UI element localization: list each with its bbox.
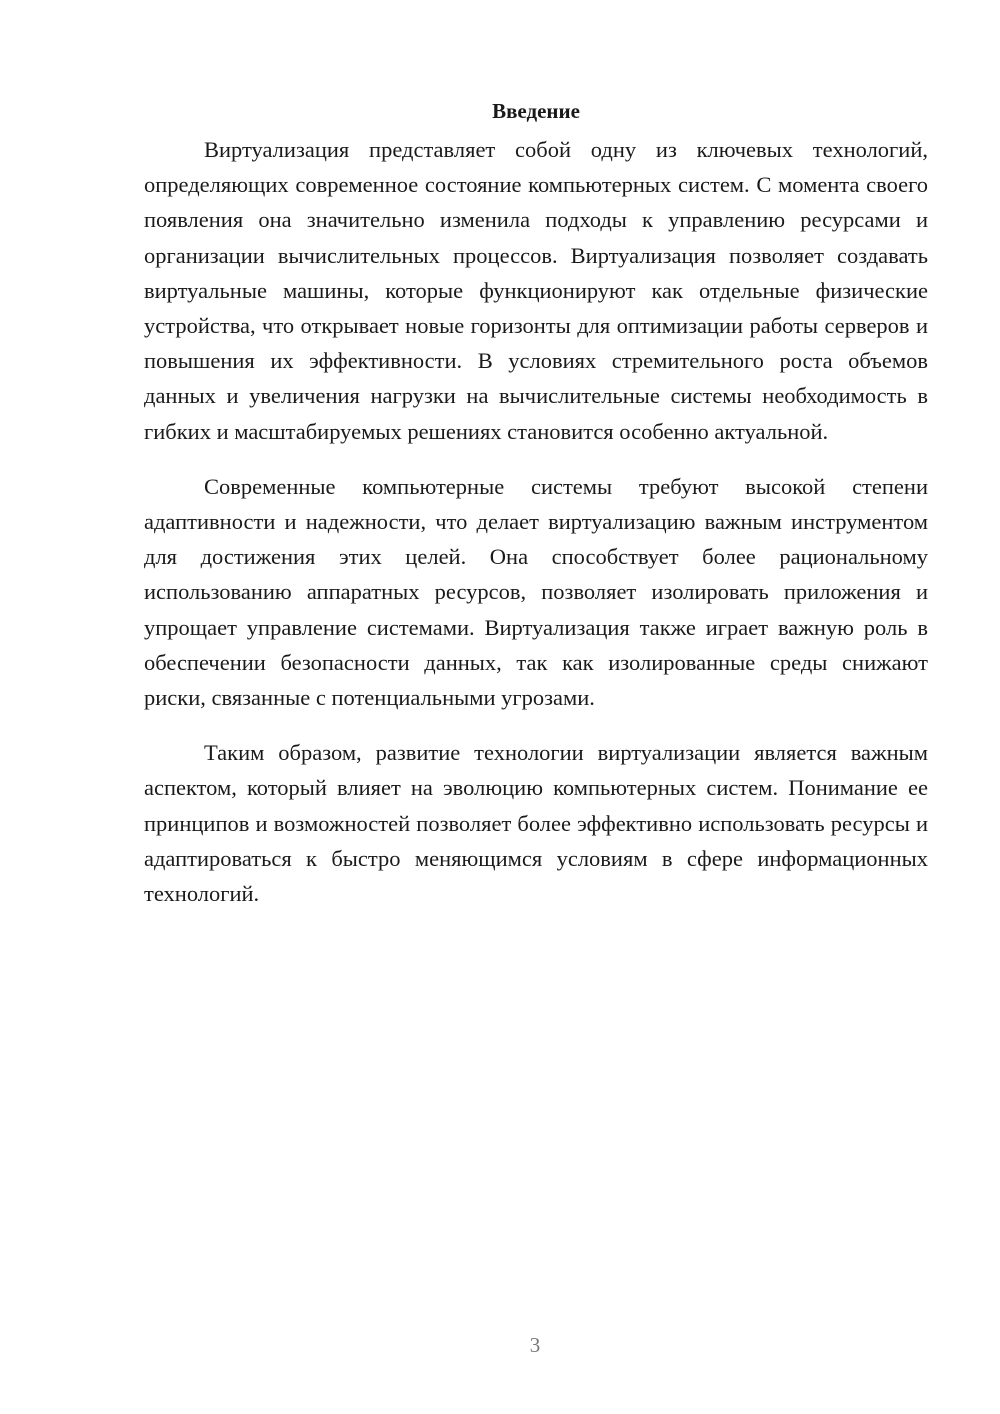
page-content <box>144 96 928 931</box>
section-heading: Введение <box>492 99 580 123</box>
page-number: 3 <box>529 1333 541 1357</box>
paragraph-1: Виртуализация представляет собой одну из ключевых технологий, определяющих современное состояние компьютерных систем. С момента своего появления она значительно изменила подходы к управлению ресурсами и организации вычислительных процессов. Виртуализация позволяет создавать виртуальные машины, которые функционируют как отдельные физические устройства, что открывает новые горизонты для оптимизации работы серверов и повышения их эффективности. В условиях стремительного роста объемов данных и увеличения нагрузки на вычислительные системы необходимость в гибких и масштабируемых решениях становится особенно актуальной. <box>144 137 928 444</box>
paragraph-2: Современные компьютерные системы требуют высокой степени адаптивности и надежности, что делает виртуализацию важным инструментом для достижения этих целей. Она способствует более рациональному использованию аппаратных ресурсов, позволяет изолировать приложения и упрощает управление системами. Виртуализация также играет важную роль в обеспечении безопасности данных, так как изолированные среды снижают риски, связанные с потенциальными угрозами. <box>144 473 928 711</box>
paragraph-3: Таким образом, развитие технологии виртуализации является важным аспектом, который влияет на эволюцию компьютерных систем. Понимание ее принципов и возможностей позволяет более эффективно использовать ресурсы и адаптироваться к быстро меняющимся условиям в сфере информационных технологий. <box>144 740 928 907</box>
